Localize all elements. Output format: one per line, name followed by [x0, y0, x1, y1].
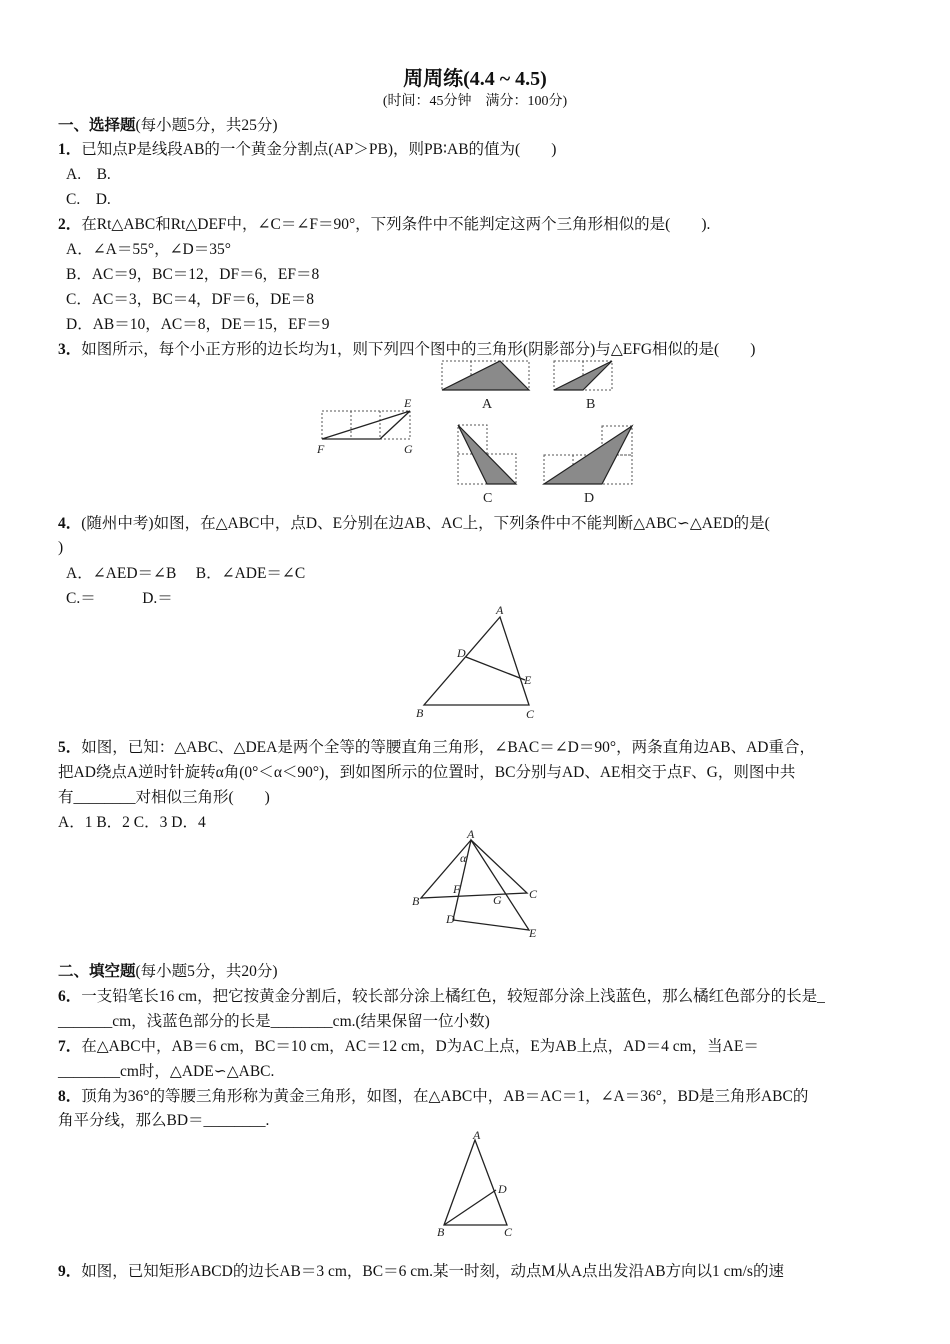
q3-label-f: F [317, 442, 325, 456]
q7-stem-line1: 在△ABC中，AB＝6 cm，BC＝10 cm，AC＝12 cm，D为AC上点，E为AB上点，AD＝4 cm，当AE＝ [81, 1038, 759, 1055]
q4-figure [410, 605, 550, 723]
q3-option-d-label: D [584, 491, 595, 506]
q8-label-b: B [437, 1225, 445, 1239]
section2-note: (每小题5分，共20分) [135, 963, 278, 980]
q5-label-a: A [467, 827, 475, 841]
q3-label-e: E [404, 396, 412, 410]
q3-option-d-figure [540, 422, 640, 508]
section2-heading-line [58, 962, 278, 982]
q5-label-d: D [446, 912, 455, 926]
q4-label-e: E [524, 673, 532, 687]
q5-label-c: C [529, 887, 538, 901]
q5-number: 5． [58, 739, 82, 756]
q7-stem-line2: ________cm时，△ADE∽△ABC. [58, 1063, 275, 1080]
q5-stem-line2: 把AD绕点A逆时针旋转α角(0°＜α＜90°)，到如图所示的位置时，BC分别与AD、AE相交于点F、G，则图中共 [58, 764, 796, 781]
q4-stem: (随州中考)如图，在△ABC中，点D、E分别在边AB、AC上，下列条件中不能判断△ABC∽△AED的是( [81, 515, 770, 532]
q3-option-a-label: A [482, 397, 493, 412]
q2-number: 2． [58, 216, 82, 233]
q4-label-b: B [416, 706, 424, 720]
q8-label-d: D [498, 1182, 507, 1196]
q5-label-f: F [453, 882, 461, 896]
q7-line1 [58, 1037, 759, 1057]
q8-stem-line2: 角平分线，那么BD＝________. [58, 1112, 270, 1129]
q4-label-a: A [496, 603, 504, 617]
q3-figure-efg [300, 395, 430, 465]
q3-option-b-label: B [586, 397, 596, 412]
q2-option-b: B．AC＝9，BC＝12，DF＝6，EF＝8 [66, 266, 320, 283]
q1-stem-line [58, 140, 556, 160]
q8-label-a: A [473, 1128, 481, 1142]
q6-line1 [58, 987, 825, 1007]
q3-stem: 如图所示，每个小正方形的边长均为1，则下列四个图中的三角形(阴影部分)与△EFG相似的是( ) [81, 341, 756, 358]
q9-line1 [58, 1262, 784, 1282]
q2-option-c: C．AC＝3，BC＝4，DF＝6，DE＝8 [66, 291, 315, 308]
q5-label-e: E [529, 926, 537, 940]
q3-number: 3． [58, 341, 82, 358]
q4-options-cd: C.＝ D.＝ [66, 590, 173, 607]
q3-option-b-figure [550, 358, 620, 416]
q1-option-ab: A. B. [66, 166, 111, 183]
q9-number: 9． [58, 1263, 82, 1280]
q4-options-ab: A．∠AED＝∠B B．∠ADE＝∠C [66, 565, 306, 582]
q2-stem: 在Rt△ABC和Rt△DEF中，∠C＝∠F＝90°，下列条件中不能判定这两个三角形相似的是( ). [81, 216, 711, 233]
q3-label-g: G [404, 442, 413, 456]
q2-option-d: D．AB＝10，AC＝8，DE＝15，EF＝9 [66, 316, 330, 333]
q2-stem-line [58, 215, 710, 235]
q5-label-alpha: α [460, 851, 467, 865]
q7-number: 7． [58, 1038, 82, 1055]
q6-stem-line2: _______cm，浅蓝色部分的长是________cm.(结果保留一位小数) [58, 1013, 490, 1030]
q5-label-b: B [412, 894, 420, 908]
q5-options: A．1 B．2 C．3 D．4 [58, 814, 206, 831]
q8-stem-line1: 顶角为36°的等腰三角形称为黄金三角形，如图，在△ABC中，AB＝AC＝1，∠A＝36°，BD是三角形ABC的 [81, 1088, 809, 1105]
q5-stem-line3: 有________对相似三角形( ) [58, 789, 270, 806]
q4-number: 4． [58, 515, 82, 532]
q3-option-a-figure [440, 358, 535, 416]
q4-label-c: C [526, 707, 535, 721]
page-subtitle: (时间：45分钟 满分：100分) [382, 94, 568, 109]
page-title: 周周练(4.4 ~ 4.5) [403, 68, 547, 90]
q5-label-g: G [493, 893, 502, 907]
q5-figure [405, 828, 555, 943]
q3-option-c-label: C [483, 491, 493, 506]
q5-stem-line1: 如图，已知：△ABC、△DEA是两个全等的等腰直角三角形，∠BAC＝∠D＝90°，两条直角边AB、AD重合， [81, 739, 815, 756]
section1-heading-line [58, 116, 278, 136]
q8-line1 [58, 1087, 808, 1107]
q1-option-cd: C. D. [66, 191, 111, 208]
q9-stem-line1: 如图，已知矩形ABCD的边长AB＝3 cm，BC＝6 cm.某一时刻，动点M从A点出发沿AB方向以1 cm/s的速 [81, 1263, 784, 1280]
q4-stem-continued: ) [58, 539, 64, 556]
q6-number: 6． [58, 988, 82, 1005]
q3-stem-line [58, 340, 755, 360]
q8-label-c: C [504, 1225, 513, 1239]
q3-option-c-figure [455, 422, 525, 508]
q8-number: 8． [58, 1088, 82, 1105]
q8-figure [430, 1128, 530, 1243]
q5-line1 [58, 738, 815, 758]
section2-heading: 二、填空题 [58, 963, 136, 980]
q1-number: 1． [58, 141, 82, 158]
section1-heading: 一、选择题 [58, 117, 136, 134]
q2-option-a: A．∠A＝55°，∠D＝35° [66, 241, 231, 258]
q6-stem-line1: 一支铅笔长16 cm，把它按黄金分割后，较长部分涂上橘红色，较短部分涂上浅蓝色，那么橘红色部分的长是_ [81, 988, 825, 1005]
q1-stem: 已知点P是线段AB的一个黄金分割点(AP＞PB)，则PB∶AB的值为( ) [81, 141, 557, 158]
q4-stem-line [58, 514, 770, 534]
section1-note: (每小题5分，共25分) [135, 117, 278, 134]
q4-label-d: D [457, 646, 466, 660]
